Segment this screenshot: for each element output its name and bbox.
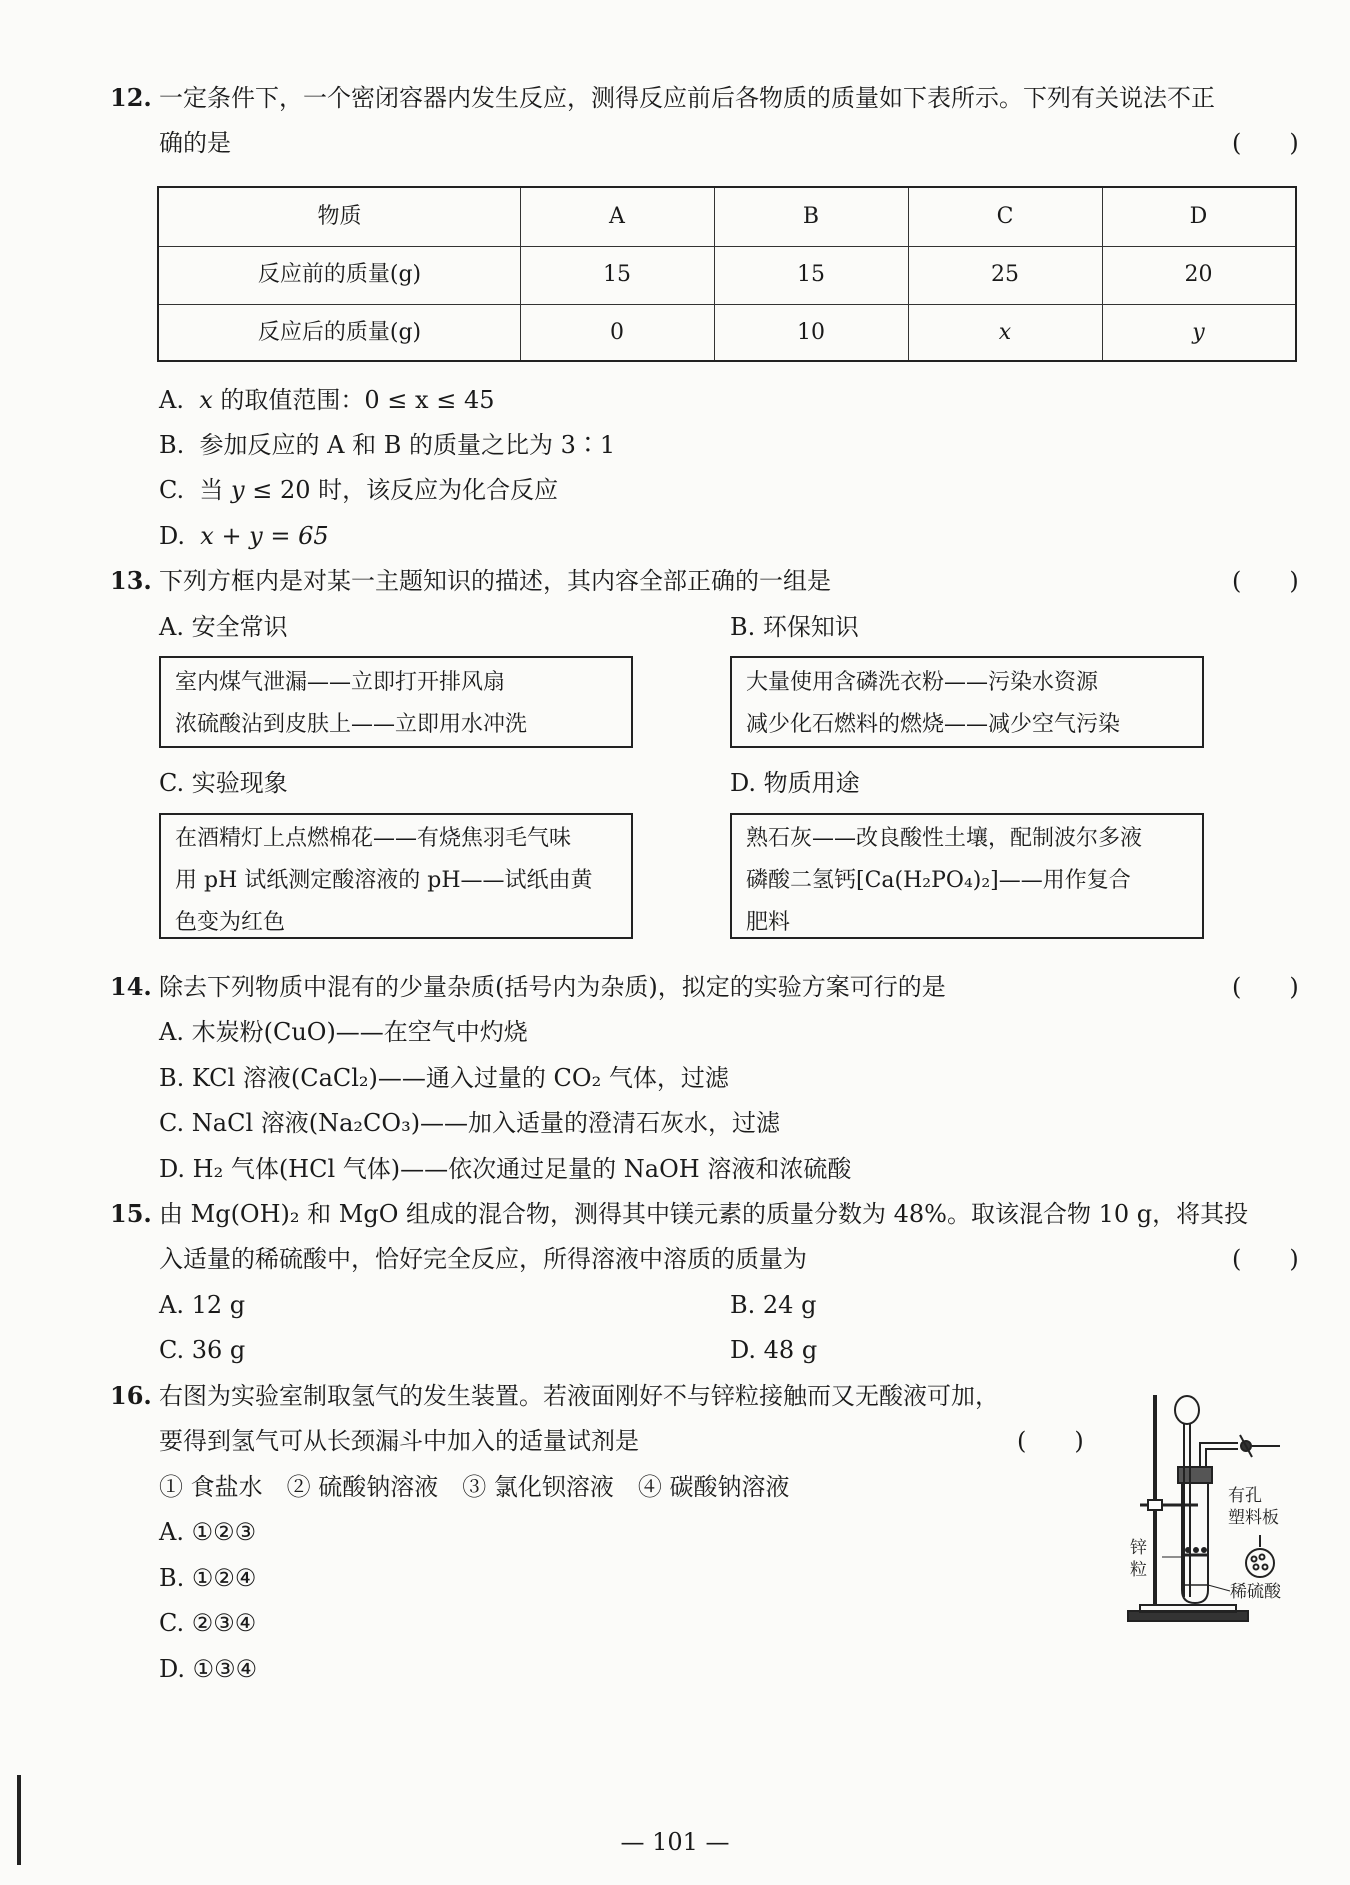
table-divider bbox=[1102, 188, 1103, 360]
q14-option-c: C. NaCl 溶液(Na₂CO₃)——加入适量的澄清石灰水，过滤 bbox=[159, 1109, 781, 1137]
q13-group-d-label: D. 物质用途 bbox=[730, 769, 860, 797]
box-line: 浓硫酸沾到皮肤上——立即用水冲洗 bbox=[175, 712, 528, 737]
q13-answer-blank: ( ) bbox=[1232, 567, 1299, 595]
q13-stem: 下列方框内是对某一主题知识的描述，其内容全部正确的一组是 bbox=[159, 567, 831, 595]
table-header-cell: D bbox=[1189, 204, 1208, 229]
table-cell: 反应后的质量(g) bbox=[257, 320, 422, 345]
table-header-cell: 物质 bbox=[317, 204, 362, 229]
q15-stem-line2: 入适量的稀硫酸中，恰好完全反应，所得溶液中溶质的质量为 bbox=[159, 1245, 807, 1273]
q13-group-d-box bbox=[730, 813, 1204, 939]
option-text: x + y = 65 bbox=[200, 522, 329, 550]
q15-option-c: C. 36 g bbox=[159, 1336, 246, 1364]
page-number: — 101 — bbox=[620, 1828, 730, 1856]
q16-number: 16. bbox=[110, 1381, 152, 1410]
page-edge-mark bbox=[17, 1775, 21, 1865]
table-cell: 反应前的质量(g) bbox=[257, 262, 422, 287]
table-header-cell: A bbox=[609, 204, 625, 229]
box-line: 用 pH 试纸测定酸溶液的 pH——试纸由黄 bbox=[175, 868, 593, 893]
table-cell: x bbox=[998, 320, 1012, 345]
table-header-cell: C bbox=[996, 204, 1014, 229]
table-header-cell: B bbox=[802, 204, 820, 229]
table-cell: 25 bbox=[991, 262, 1019, 287]
q12-number: 12. bbox=[110, 83, 152, 112]
q14-number: 14. bbox=[110, 972, 152, 1001]
table-divider bbox=[908, 188, 909, 360]
q12-stem-line1: 一定条件下，一个密闭容器内发生反应，测得反应前后各物质的质量如下表所示。下列有关说法不正 bbox=[159, 84, 1215, 112]
table-divider bbox=[520, 188, 521, 360]
q12-option-c bbox=[159, 478, 558, 502]
table-row bbox=[159, 304, 1295, 362]
table-divider bbox=[714, 188, 715, 360]
table-cell: y bbox=[1192, 320, 1205, 345]
zinc-granule bbox=[1186, 1548, 1190, 1552]
q12-option-b bbox=[159, 433, 615, 457]
q16-stem-line1: 右图为实验室制取氢气的发生装置。若液面刚好不与锌粒接触而又无酸液可加， bbox=[159, 1382, 999, 1410]
plate-detail-circle bbox=[1246, 1549, 1274, 1577]
q15-stem-line1: 由 Mg(OH)₂ 和 MgO 组成的混合物，测得其中镁元素的质量分数为 48%。取该混合物 10 g，将其投 bbox=[159, 1200, 1249, 1228]
table-row bbox=[159, 246, 1295, 304]
plate-hole bbox=[1260, 1555, 1265, 1560]
option-variable: x bbox=[199, 386, 213, 414]
figure-label: 锌 bbox=[1130, 1538, 1147, 1558]
q12-stem-line2: 确的是 bbox=[159, 129, 231, 157]
plate-hole bbox=[1252, 1557, 1257, 1562]
q12-option-a bbox=[159, 388, 495, 412]
q16-option-d: D. ①③④ bbox=[159, 1655, 258, 1683]
q14-option-a: A. 木炭粉(CuO)——在空气中灼烧 bbox=[159, 1018, 528, 1046]
q13-group-c-label: C. 实验现象 bbox=[159, 769, 288, 797]
thistle-funnel-bulb bbox=[1175, 1396, 1199, 1424]
outlet-tube bbox=[1206, 1449, 1238, 1467]
label-pointer bbox=[1208, 1585, 1230, 1591]
q15-answer-blank: ( ) bbox=[1232, 1245, 1299, 1273]
q12-option-d bbox=[159, 524, 329, 548]
table-header-row bbox=[159, 188, 1295, 246]
q15-option-b: B. 24 g bbox=[730, 1291, 817, 1319]
q14-stem: 除去下列物质中混有的少量杂质(括号内为杂质)，拟定的实验方案可行的是 bbox=[159, 973, 946, 1001]
q16-option-a: A. ①②③ bbox=[159, 1518, 257, 1546]
table-cell: 15 bbox=[797, 262, 825, 287]
q16-answer-blank: ( ) bbox=[1017, 1427, 1084, 1455]
option-label: B. bbox=[159, 431, 185, 459]
q16-stem-line2: 要得到氢气可从长颈漏斗中加入的适量试剂是 bbox=[159, 1427, 639, 1455]
box-line: 肥料 bbox=[746, 910, 791, 935]
option-label: C. bbox=[159, 476, 185, 504]
hydrogen-generator-diagram bbox=[1120, 1385, 1290, 1630]
q13-group-c-box bbox=[159, 813, 633, 939]
q13-group-a-box bbox=[159, 656, 633, 748]
zinc-granule bbox=[1202, 1548, 1206, 1552]
figure-label: 粒 bbox=[1130, 1560, 1147, 1580]
q15-option-a: A. 12 g bbox=[159, 1291, 246, 1319]
option-variable: y bbox=[231, 476, 245, 504]
option-label: D. bbox=[159, 522, 186, 550]
table-cell: 10 bbox=[797, 320, 825, 345]
figure-label: 塑料板 bbox=[1228, 1508, 1279, 1528]
option-text: 的取值范围：0 ≤ x ≤ 45 bbox=[212, 386, 495, 414]
q15-number: 15. bbox=[110, 1199, 152, 1228]
q16-option-b: B. ①②④ bbox=[159, 1564, 257, 1592]
box-line: 磷酸二氢钙[Ca(H₂PO₄)₂]——用作复合 bbox=[746, 868, 1131, 893]
q13-number: 13. bbox=[110, 566, 152, 595]
figure-label: 稀硫酸 bbox=[1230, 1582, 1281, 1602]
q14-option-d: D. H₂ 气体(HCl 气体)——依次通过足量的 NaOH 溶液和浓硫酸 bbox=[159, 1155, 852, 1183]
figure-label: 有孔 bbox=[1228, 1486, 1262, 1506]
box-line: 大量使用含磷洗衣粉——污染水资源 bbox=[746, 670, 1099, 695]
box-line: 色变为红色 bbox=[175, 910, 286, 935]
q15-option-d: D. 48 g bbox=[730, 1336, 818, 1364]
q12-mass-table bbox=[157, 186, 1297, 362]
q13-group-a-label: A. 安全常识 bbox=[159, 613, 288, 641]
q16-option-c: C. ②③④ bbox=[159, 1609, 257, 1637]
q13-group-b-label: B. 环保知识 bbox=[730, 613, 859, 641]
box-line: 在酒精灯上点燃棉花——有烧焦羽毛气味 bbox=[175, 826, 572, 851]
table-divider bbox=[159, 304, 1295, 305]
q16-reagents: ① 食盐水 ② 硫酸钠溶液 ③ 氯化钡溶液 ④ 碳酸钠溶液 bbox=[159, 1473, 790, 1501]
table-cell: 15 bbox=[603, 262, 631, 287]
option-text: 参加反应的 A 和 B 的质量之比为 3∶1 bbox=[199, 431, 616, 459]
box-line: 减少化石燃料的燃烧——减少空气污染 bbox=[746, 712, 1121, 737]
plate-hole bbox=[1254, 1565, 1259, 1570]
plate-hole bbox=[1263, 1565, 1268, 1570]
box-line: 室内煤气泄漏——立即打开排风扇 bbox=[175, 670, 506, 695]
q14-answer-blank: ( ) bbox=[1232, 973, 1299, 1001]
option-text: ≤ 20 时，该反应为化合反应 bbox=[244, 476, 559, 504]
q14-option-b: B. KCl 溶液(CaCl₂)——通入过量的 CO₂ 气体，过滤 bbox=[159, 1064, 729, 1092]
option-label: A. bbox=[159, 386, 184, 414]
table-divider bbox=[159, 246, 1295, 247]
q12-answer-blank: ( ) bbox=[1232, 129, 1299, 157]
box-line: 熟石灰——改良酸性土壤，配制波尔多液 bbox=[746, 826, 1143, 851]
zinc-granule bbox=[1194, 1548, 1198, 1552]
table-cell: 0 bbox=[610, 320, 624, 345]
option-text: 当 bbox=[199, 476, 232, 504]
q13-group-b-box bbox=[730, 656, 1204, 748]
table-cell: 20 bbox=[1184, 262, 1213, 287]
clamp-boss bbox=[1148, 1500, 1162, 1510]
